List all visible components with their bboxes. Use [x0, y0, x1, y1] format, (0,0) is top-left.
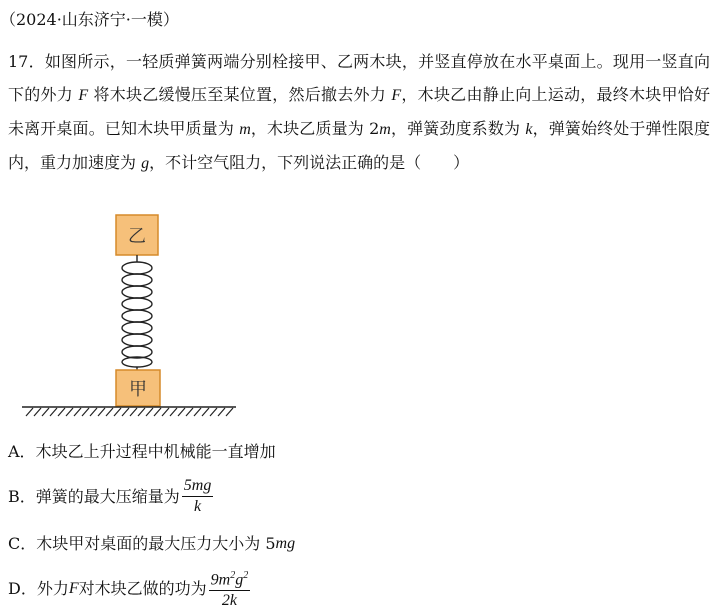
ground-hatching: [26, 408, 233, 416]
var-F: F: [78, 87, 89, 104]
spring-block-figure: [18, 212, 240, 422]
var-m: m: [239, 121, 251, 138]
var-F: F: [391, 87, 402, 104]
option-a[interactable]: A． 木块乙上升过程中机械能一直增加: [8, 442, 276, 461]
source-header: （2024·山东济宁·一模）: [0, 10, 179, 29]
question-stem: 17．如图所示，一轻质弹簧两端分别栓接甲、乙两木块，并竖直停放在水平桌面上。现用一竖直向下的外力 F 将木块乙缓慢压至某位置，然后撤去外力 F，木块乙由静止向上运动，最终木块甲恰好未离开桌面。已知木块甲质量为 m，木块乙质量为 2m，弹簧劲度系数为 k，弹簧始终处于弹性限度内，重力加速度为 g，不计空气阻力，下列说法正确的是（ ）: [8, 52, 710, 172]
var-m: m: [379, 121, 391, 138]
block-jia-label: 甲: [129, 379, 147, 400]
option-c[interactable]: C． 木块甲对桌面的最大压力大小为 5 mg: [8, 534, 296, 553]
fraction-d: $\frac{9m^2g^2}{2k}$: [209, 566, 251, 611]
var-g: g: [141, 155, 150, 172]
var-k: k: [525, 121, 533, 138]
question-number: 17．: [8, 52, 45, 71]
fraction-b: $\frac{5mg}{k}$: [183, 477, 212, 515]
option-d[interactable]: D． 外力 F 对木块乙做的功为 $\frac{9m^2g^2}{2k}$: [8, 566, 252, 611]
spring: [122, 255, 152, 370]
option-b[interactable]: B． 弹簧的最大压缩量为 $\frac{5mg}{k}$: [8, 477, 212, 515]
block-yi-label: 乙: [128, 226, 146, 247]
